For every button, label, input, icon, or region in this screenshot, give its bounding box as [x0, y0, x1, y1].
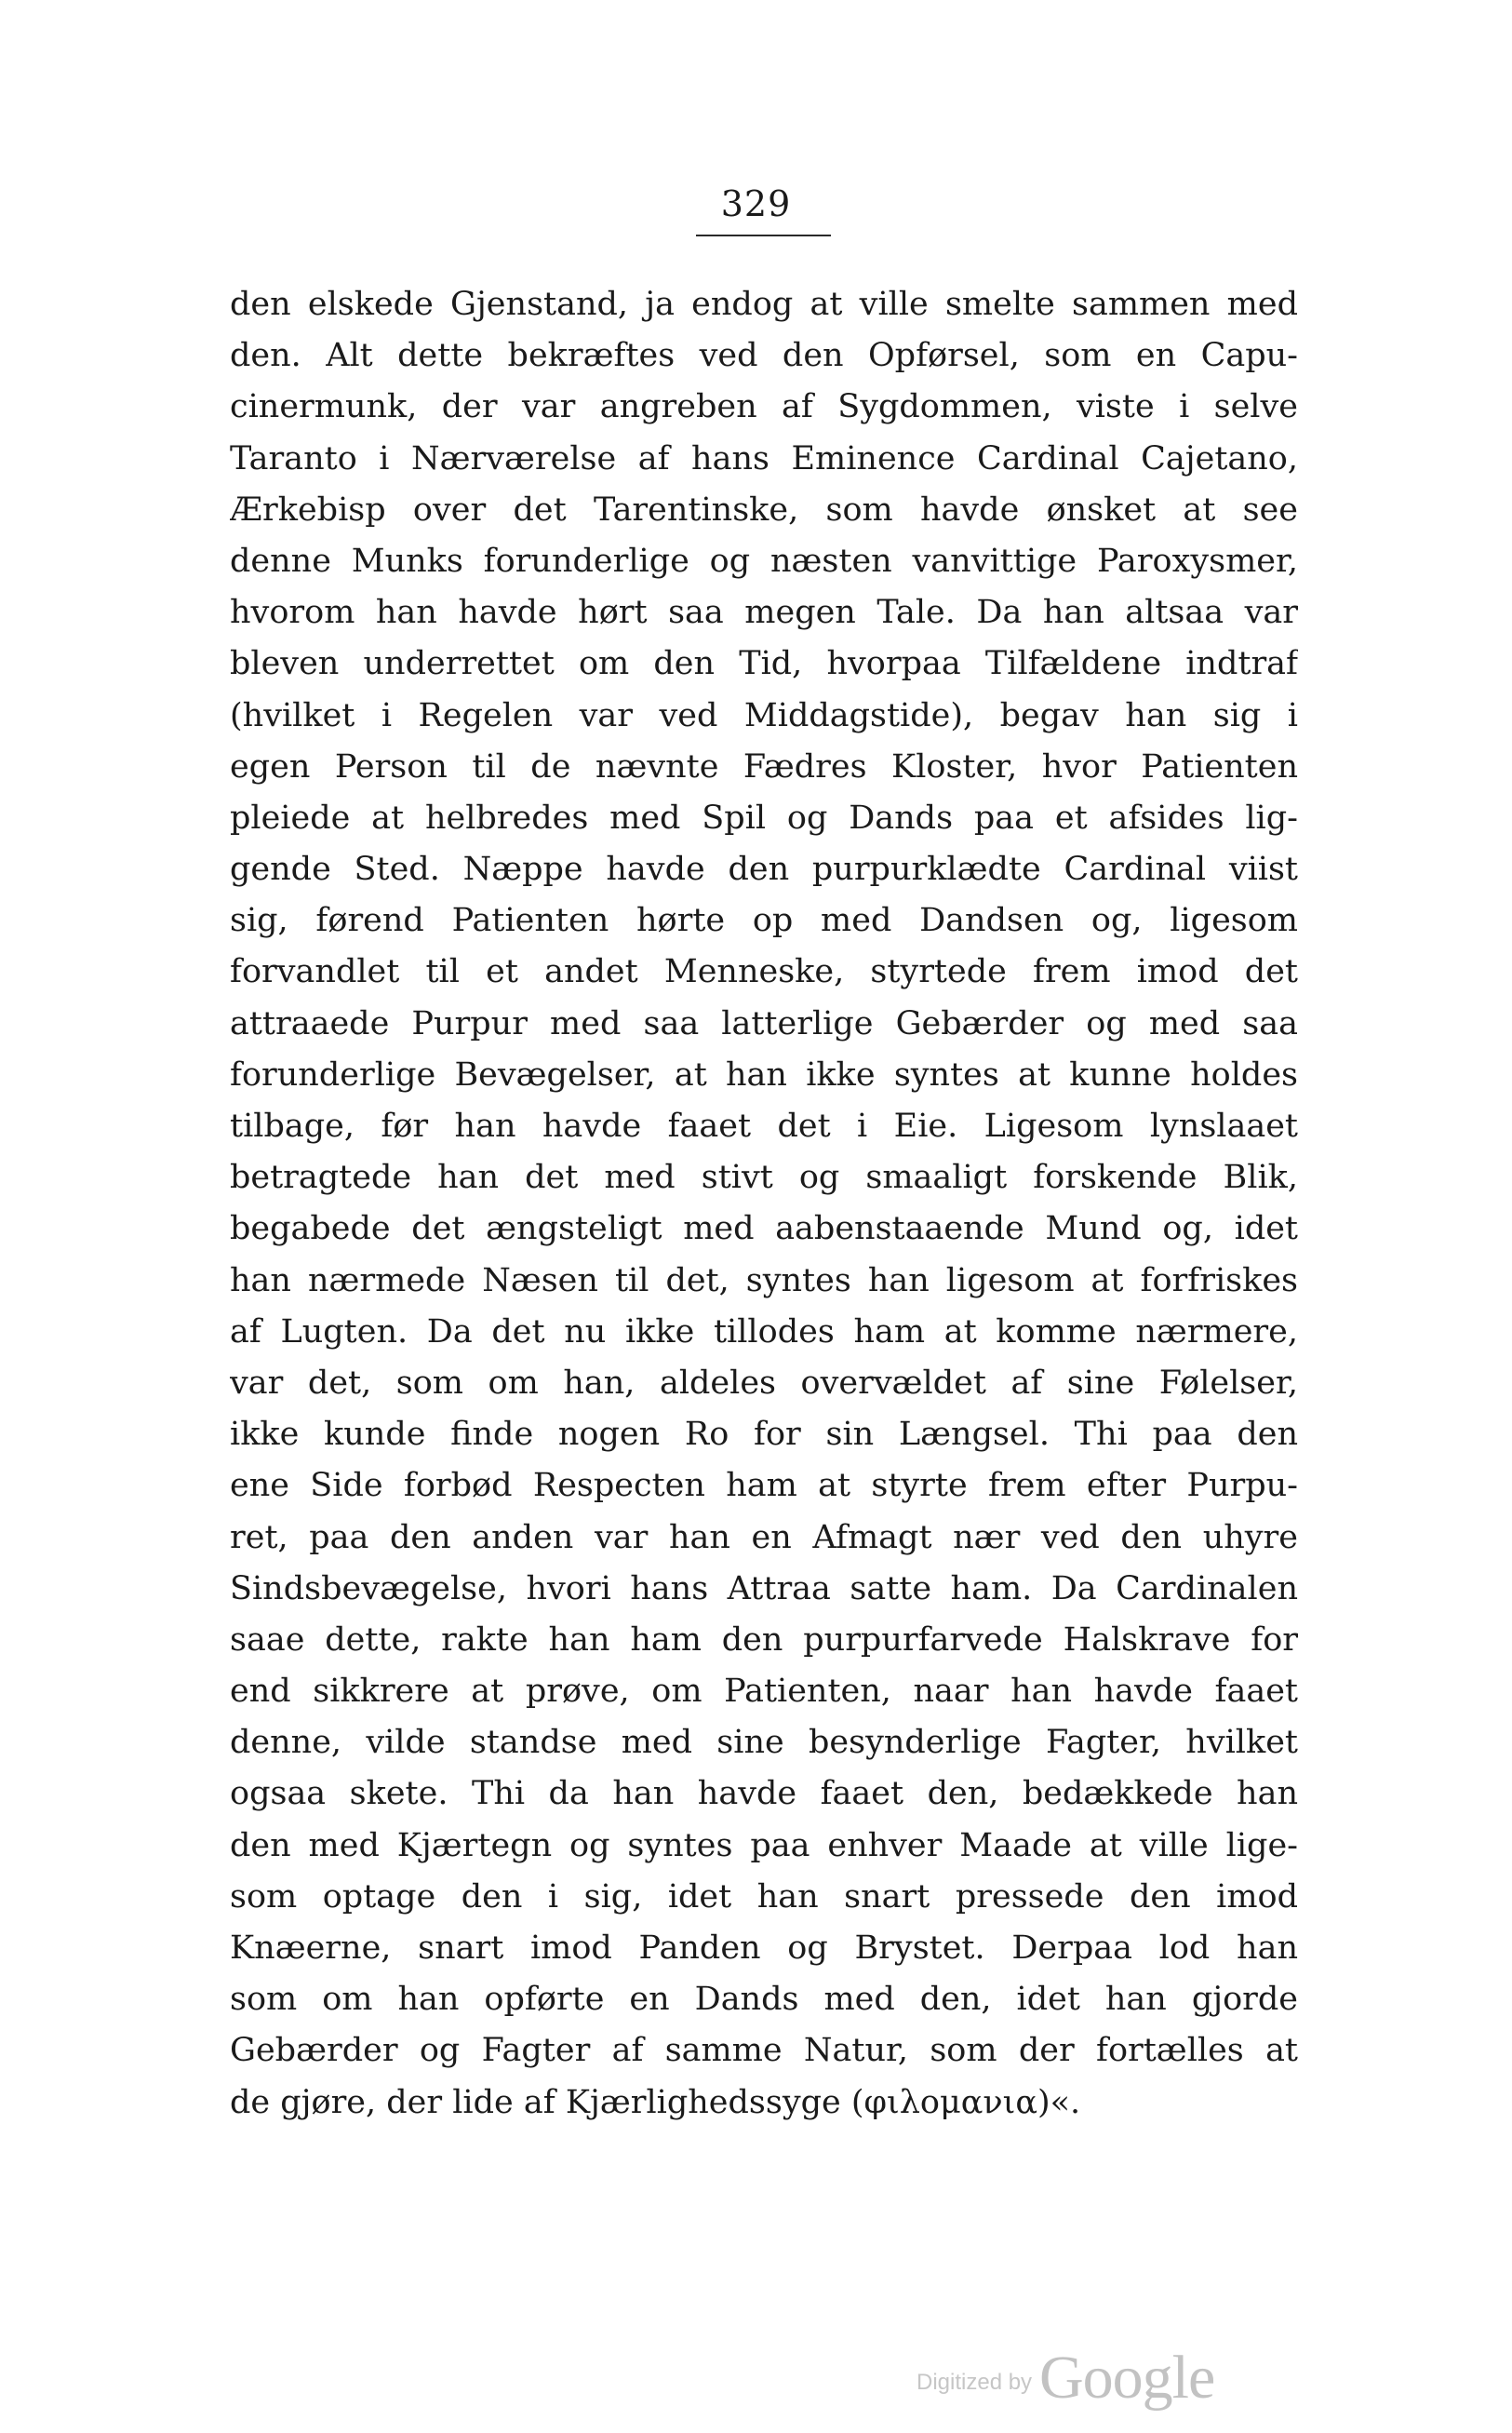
text-line: hvorom han havde hørt saa megen Tale. Da han altsaa var [230, 594, 1298, 632]
google-logo: Google [1039, 2344, 1215, 2412]
text-line: gende Sted. Næppe havde den purpurklædte Cardinal viist [230, 851, 1298, 889]
text-line: cinermunk, der var angreben af Sygdommen, viste i selve [230, 388, 1298, 426]
text-line: forvandlet til et andet Menneske, styrtede frem imod det [230, 953, 1298, 991]
text-line: de gjøre, der lide af Kjærlighedssyge (φιλομανια)«. [230, 2083, 1081, 2121]
digitized-by-label: Digitized by [917, 2370, 1033, 2395]
text-line: sig, førend Patienten hørte op med Dandsen og, ligesom [230, 902, 1298, 940]
text-line: ene Side forbød Respecten ham at styrte frem efter Purpu- [230, 1467, 1298, 1505]
text-line: den. Alt dette bekræftes ved den Opførsel, som en Capu- [230, 337, 1298, 375]
text-line: ogsaa skete. Thi da han havde faaet den, bedækkede han [230, 1775, 1298, 1813]
text-line: ret, paa den anden var han en Afmagt nær ved den uhyre [230, 1518, 1298, 1556]
page-number-rule [696, 235, 831, 236]
text-line: som optage den i sig, idet han snart pressede den imod [230, 1877, 1298, 1915]
text-line: begabede det ængsteligt med aabenstaaende Mund og, idet [230, 1210, 1298, 1248]
text-line: den med Kjærtegn og syntes paa enhver Maade at ville lige- [230, 1826, 1298, 1864]
text-line: (hvilket i Regelen var ved Middagstide), begav han sig i [230, 696, 1298, 734]
text-line: ikke kunde finde nogen Ro for sin Længsel. Thi paa den [230, 1416, 1298, 1454]
text-line: som om han opførte en Dands med den, idet han gjorde [230, 1981, 1298, 2019]
text-line: Sindsbevægelse, hvori hans Attraa satte ham. Da Cardinalen [230, 1569, 1298, 1607]
text-line: egen Person til de nævnte Fædres Kloster, hvor Patienten [230, 747, 1298, 786]
text-line: denne Munks forunderlige og næsten vanvittige Paroxysmer, [230, 542, 1298, 580]
text-line: han nærmede Næsen til det, syntes han ligesom at forfriskes [230, 1261, 1298, 1299]
body-text [230, 279, 1298, 2129]
text-line: Knæerne, snart imod Panden og Brystet. Derpaa lod han [230, 1929, 1298, 1967]
text-line: end sikkrere at prøve, om Patienten, naar han havde faaet [230, 1673, 1298, 1711]
text-line: attraaede Purpur med saa latterlige Gebærder og med saa [230, 1004, 1298, 1042]
page-number: 329 [720, 183, 792, 224]
text-line: den elskede Gjenstand, ja endog at ville smelte sammen med [230, 286, 1298, 323]
text-line: betragtede han det med stivt og smaaligt forskende Blik, [230, 1159, 1298, 1197]
text-line: Taranto i Nærværelse af hans Eminence Cardinal Cajetano, [230, 439, 1298, 477]
text-line: tilbage, før han havde faaet det i Eie. Ligesom lynslaaet [230, 1108, 1298, 1145]
text-line: Ærkebisp over det Tarentinske, som havde ønsket at see [230, 491, 1298, 529]
text-line: Gebærder og Fagter af samme Natur, som der fortælles at [230, 2032, 1298, 2070]
text-line: pleiede at helbredes med Spil og Dands paa et afsides lig- [230, 799, 1298, 837]
text-line: saae dette, rakte han ham den purpurfarvede Halskrave for [230, 1620, 1298, 1659]
text-line: denne, vilde standse med sine besynderlige Fagter, hvilket [230, 1724, 1298, 1762]
text-line: var det, som om han, aldeles overvældet af sine Følelser, [230, 1364, 1298, 1402]
text-line: af Lugten. Da det nu ikke tillodes ham at komme nærmere, [230, 1312, 1298, 1351]
text-line: forunderlige Bevægelser, at han ikke syntes at kunne holdes [230, 1055, 1298, 1094]
text-line: bleven underrettet om den Tid, hvorpaa Tilfældene indtraf [230, 645, 1298, 683]
